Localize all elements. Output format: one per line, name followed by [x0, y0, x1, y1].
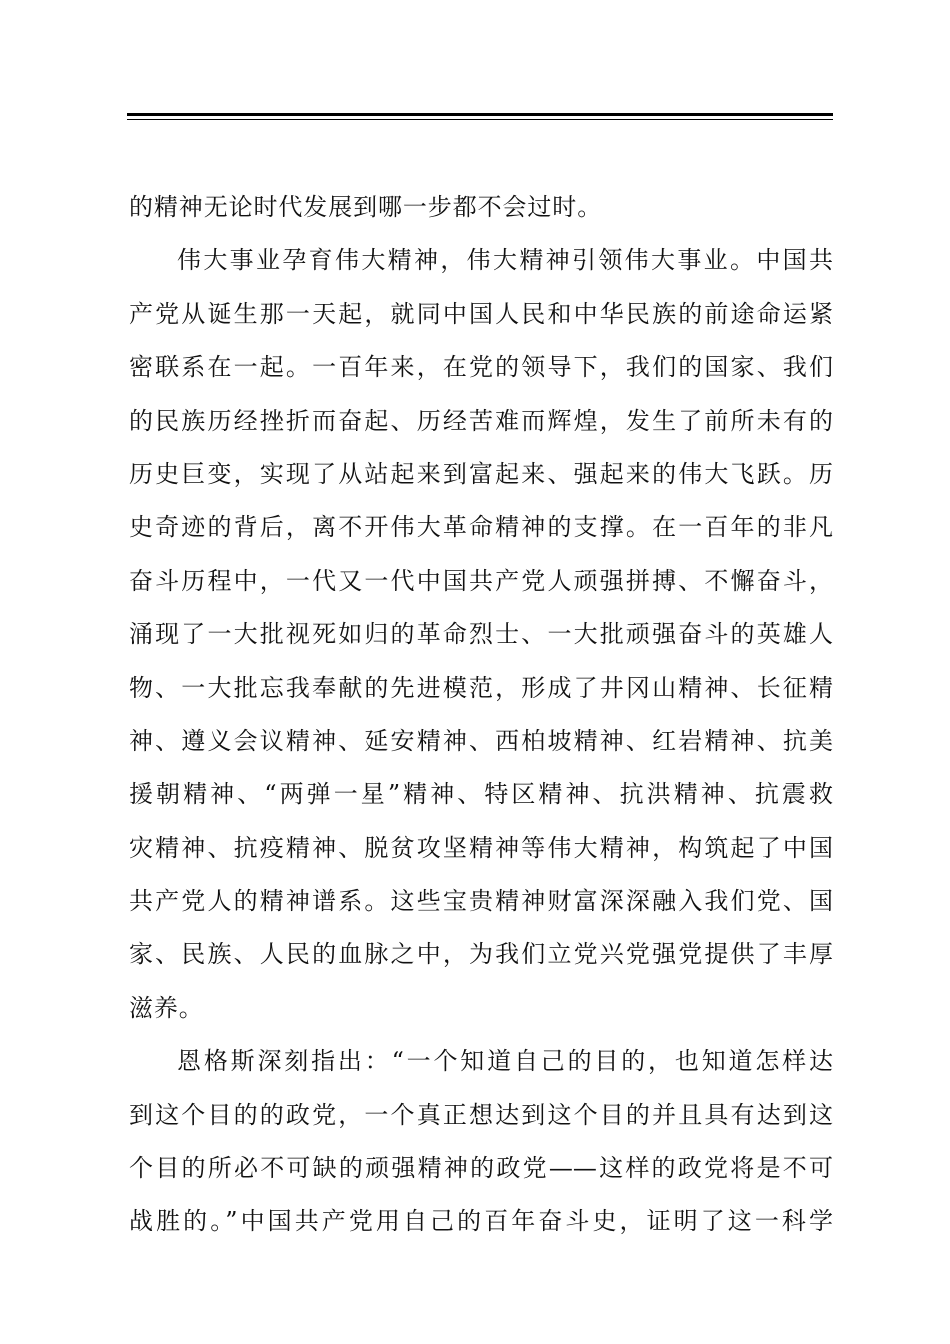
text-line: 物、一大批忘我奉献的先进模范，形成了井冈山精神、长征精 [129, 673, 833, 702]
text-line: 战胜的。”中国共产党用自己的百年奋斗史，证明了这一科学 [129, 1207, 833, 1236]
header-rule-thin [127, 119, 833, 120]
text-line: 奋斗历程中，一代又一代中国共产党人顽强拼搏、不懈奋斗， [129, 566, 833, 595]
text-line: 历史巨变，实现了从站起来到富起来、强起来的伟大飞跃。历 [129, 459, 833, 488]
text-line: 个目的所必不可缺的顽强精神的政党——这样的政党将是不可 [129, 1154, 833, 1183]
text-line: 的民族历经挫折而奋起、历经苦难而辉煌，发生了前所未有的 [129, 406, 833, 435]
text-line: 涌现了一大批视死如归的革命烈士、一大批顽强奋斗的英雄人 [129, 620, 833, 649]
text-line: 家、民族、人民的血脉之中，为我们立党兴党强党提供了丰厚 [129, 940, 833, 969]
text-line: 援朝精神、“两弹一星”精神、特区精神、抗洪精神、抗震救 [129, 780, 833, 809]
text-line: 史奇迹的背后，离不开伟大革命精神的支撑。在一百年的非凡 [129, 513, 833, 542]
text-line: 产党从诞生那一天起，就同中国人民和中华民族的前途命运紧 [129, 299, 833, 328]
text-line: 密联系在一起。一百年来，在党的领导下，我们的国家、我们 [129, 353, 833, 382]
header-rule-thick [127, 113, 833, 116]
text-line: 的精神无论时代发展到哪一步都不会过时。 [129, 193, 603, 221]
text-line: 神、遵义会议精神、延安精神、西柏坡精神、红岩精神、抗美 [129, 726, 833, 755]
text-line: 灾精神、抗疫精神、脱贫攻坚精神等伟大精神，构筑起了中国 [129, 833, 833, 862]
text-line: 伟大事业孕育伟大精神，伟大精神引领伟大事业。中国共 [177, 246, 833, 275]
text-line: 恩格斯深刻指出：“一个知道自己的目的，也知道怎样达 [177, 1047, 833, 1076]
body-text [129, 181, 833, 1249]
text-line: 滋养。 [129, 993, 204, 1022]
text-line: 共产党人的精神谱系。这些宝贵精神财富深深融入我们党、国 [129, 887, 833, 916]
text-line: 到这个目的的政党，一个真正想达到这个目的并且具有达到这 [129, 1100, 833, 1129]
